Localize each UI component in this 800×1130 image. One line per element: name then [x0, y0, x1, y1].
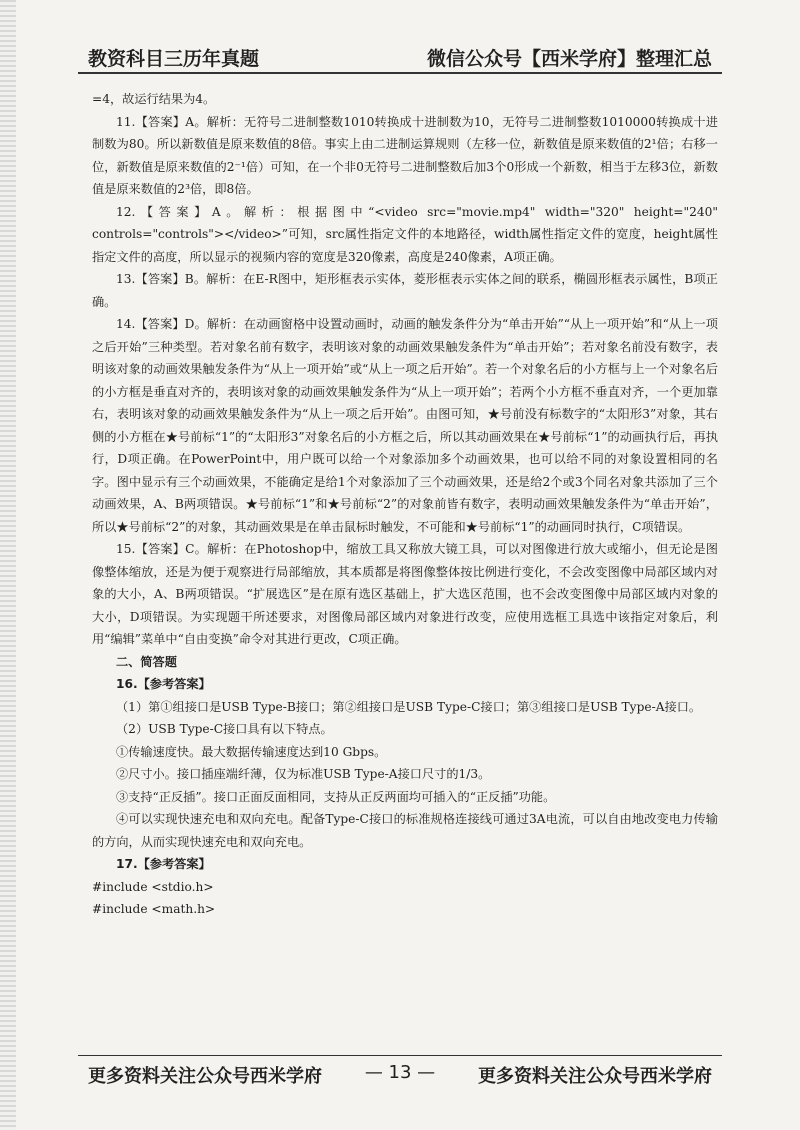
paragraph: （1）第①组接口是USB Type-B接口；第②组接口是USB Type-C接口；第③组接口是USB Type-A接口。: [116, 699, 702, 714]
header-left-title: 教资科目三历年真题: [88, 48, 260, 70]
paragraph: 11.【答案】A。解析：无符号二进制整数1010转换成十进制数为10，无符号二进制整数1010000转换成十进制数为80。所以新数值是原来数值的8倍。事实上由二进制运算规则（左移一位，新数值是原来数值的2¹倍；右移一位，新数值是原来数值的2⁻¹倍）可知，在一个非0无符号二进制整数后加3个0形成一个新数，相当于左移3位，新数值是原来数值的2³倍，即8倍。: [92, 114, 718, 196]
paragraph: ①传输速度快。最大数据传输速度达到10 Gbps。: [116, 744, 387, 759]
page-body: [92, 88, 718, 921]
section-heading: 17.【参考答案】: [116, 857, 211, 871]
header-rule: [78, 72, 722, 74]
paragraph: 13.【答案】B。解析：在E-R图中，矩形框表示实体，菱形框表示实体之间的联系，椭圆形框表示属性，B项正确。: [92, 272, 718, 309]
page-footer: [88, 1062, 712, 1088]
header-right-title: 微信公众号【西米学府】整理汇总: [426, 48, 712, 70]
section-heading: 二、简答题: [116, 654, 177, 669]
paragraph: 15.【答案】C。解析：在Photoshop中，缩放工具又称放大镜工具，可以对图像进行放大或缩小，但无论是图像整体缩放，还是为便于观察进行局部缩放，其本质都是将图像整体按比例进行变化，不会改变图像中局部区域内对象的大小，A、B两项错误。“扩展选区”是在原有选区基础上，扩大选区范围，也不会改变图像中局部区域内对象的大小，D项错误。为实现题干所述要求，对图像局部区域内对象进行改变，应使用选框工具选中该指定对象后，利用“编辑”菜单中“自由变换”命令对其进行更改，C项正确。: [92, 542, 718, 646]
page-number: — 13 —: [364, 1062, 436, 1083]
paragraph: （2）USB Type-C接口具有以下特点。: [116, 722, 333, 736]
page-header: [88, 44, 712, 70]
footer-left-note: 更多资料关注公众号西米学府: [88, 1066, 322, 1087]
footer-right-note: 更多资料关注公众号西米学府: [478, 1066, 712, 1087]
paragraph: 14.【答案】D。解析：在动画窗格中设置动画时，动画的触发条件分为“单击开始”“从上一项开始”和“从上一项之后开始”三种类型。若对象名前有数字，表明该对象的动画效果触发条件为“单击开始”；若对象名前没有数字，表明该对象的动画效果触发条件为“从上一项开始”或“从上一项之后开始”。若一个对象名后的小方框与上一个对象名后的小方框是垂直对齐的，表明该对象的动画效果触发条件为“从上一项开始”；若两个小方框不垂直对齐，一个更加靠右，表明该对象的动画效果触发条件为“从上一项之后开始”。由图可知，★号前没有标数字的“太阳形3”对象，其右侧的小方框在★号前标“1”的“太阳形3”对象名后的小方框之后，所以其动画效果在★号前标“1”的动画执行后，再执行，D项正确。在PowerPoint中，用户既可以给一个对象添加多个动画效果，也可以给不同的对象设置相同的名字。图中显示有三个动画效果，不能确定是给1个对象添加了三个动画效果，还是给2个或3个同名对象共添加了三个动画效果，A、B两项错误。★号前标“1”和★号前标“2”的对象前皆有数字，表明动画效果触发条件为“单击开始”，所以★号前标“2”的对象，其动画效果是在单击鼠标时触发，不可能和★号前标“1”的动画同时执行，C项错误。: [92, 317, 718, 534]
paragraph: ②尺寸小。接口插座端纤薄，仅为标准USB Type-A接口尺寸的1/3。: [116, 767, 491, 781]
footer-rule: [78, 1055, 722, 1056]
paragraph: ③支持“正反插”。接口正面反面相同，支持从正反两面均可插入的“正反插”功能。: [116, 789, 556, 804]
scan-edge: [0, 0, 16, 1130]
paragraph: =4，故运行结果为4。: [92, 92, 216, 106]
section-heading: 16.【参考答案】: [116, 677, 211, 691]
paragraph: 12.【答案】A。解析：根据图中“<video src="movie.mp4" width="320" height="240" controls="controls"></video>”可知，src属性指定文件的本地路径，width属性指定文件的宽度，height属性指定文件的高度，所以显示的视频内容的宽度是320像素，高度是240像素，A项正确。: [92, 204, 718, 264]
code-line: #include <math.h>: [92, 902, 216, 916]
code-line: #include <stdio.h>: [92, 879, 214, 894]
paragraph: ④可以实现快速充电和双向充电。配备Type-C接口的标准规格连接线可通过3A电流，可以自由地改变电力传输的方向，从而实现快速充电和双向充电。: [92, 812, 718, 849]
